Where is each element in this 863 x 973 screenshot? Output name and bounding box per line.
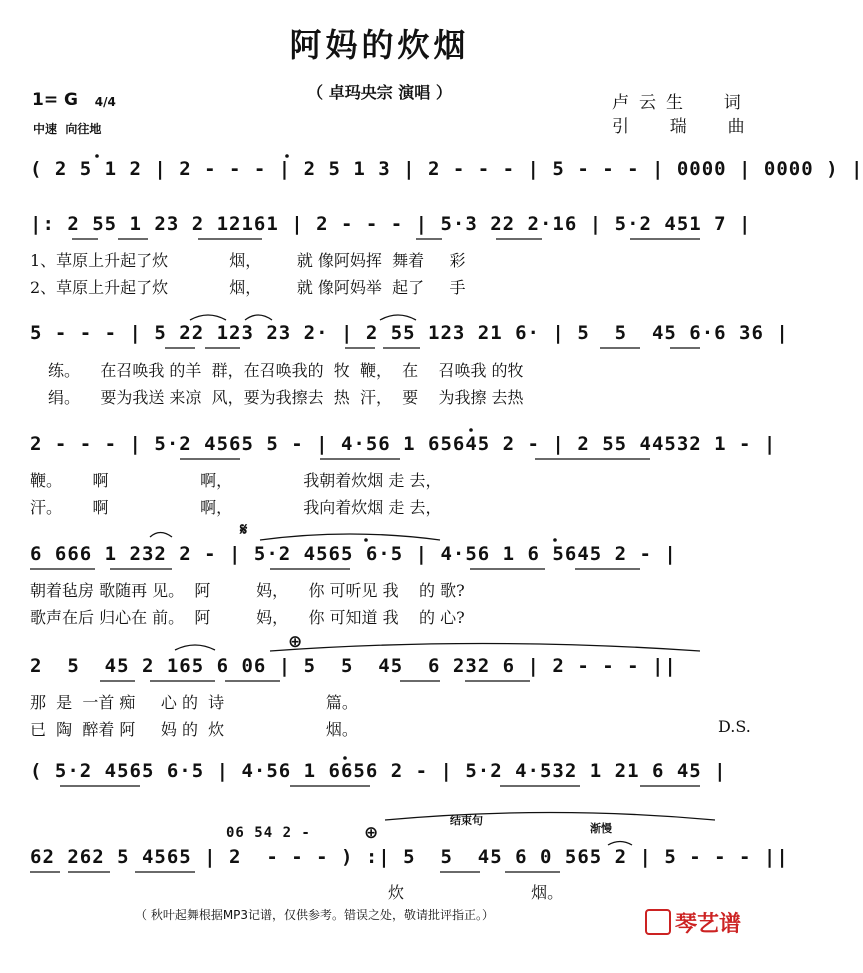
octave-dot (343, 756, 347, 760)
slur-row-3a (190, 315, 226, 320)
lyrics-row-4-verse-2: 汗。 啊 啊， 我向着炊烟 走 去， (30, 498, 442, 517)
fermata-arc (608, 842, 632, 846)
lyrics-row-3-verse-2: 绢。 要为我送 来凉 风，要为我擦去 热 汗， 要 为我擦 去热 (48, 388, 524, 407)
da-segno-marking: D.S. (718, 717, 751, 736)
coda-symbol: ⊕ (288, 632, 303, 652)
slur-row-6 (270, 644, 700, 652)
score-row-8: 62 262 5 4565 | 2 - - - ) :| 5 5 45 6 0 565 2 | 5 - - - || (30, 846, 789, 868)
slur-row-6a (175, 645, 215, 650)
lyrics-row-4-verse-1: 鞭。 啊 啊， 我朝着炊烟 走 去， (30, 471, 442, 490)
tempo-marking: 中速 向往地 (33, 122, 102, 136)
octave-dot (364, 538, 368, 542)
logo-text: 琴艺谱 (674, 912, 741, 937)
slowing-marking: 渐慢 (590, 822, 612, 835)
octave-dot (553, 538, 557, 542)
score-row-3: 5 - - - | 5 22 123 23 2· | 2 55 123 21 6· | 5 5 45 6·6 36 | (30, 322, 789, 344)
score-row-4: 2 - - - | 5·2 4565 5 - | 4·56 1 65645 2 - | 2 55 44532 1 - | (30, 433, 777, 455)
singer-line: （ 卓玛央宗 演唱 ） (307, 83, 452, 102)
score-row-7: ( 5·2 4565 6·5 | 4·56 1 6656 2 - | 5·2 4·532 1 21 6 45 | (30, 760, 727, 782)
key-signature: 1= G (32, 90, 78, 110)
score-row-6: 2 5 45 2 165 6 06 | 5 5 45 6 232 6 | 2 - - - || (30, 655, 677, 677)
score-row-2: |: 2 55 1 23 2 12161 | 2 - - - | 5·3 22 2·16 | 5·2 451 7 | (30, 213, 752, 235)
score-row-1: ( 2 5 1 2 | 2 - - - | 2 5 1 3 | 2 - - - | 5 - - - | 0000 | 0000 ) | (30, 158, 863, 180)
song-title: 阿妈的炊烟 (289, 26, 470, 64)
slur-small-row-5 (150, 533, 172, 538)
footnote: （ 秋叶起舞根据MP3记谱，仅供参考。错误之处，敬请批评指正。） (135, 908, 495, 922)
coda-symbol-ending: ⊕ (364, 823, 379, 843)
slur-row-3c (380, 315, 416, 320)
slur-row-5 (260, 534, 440, 540)
slur-ending (385, 813, 715, 821)
time-signature-text: 4/4 (94, 95, 116, 109)
lyrics-row-8: 炊 烟。 (388, 883, 564, 902)
ending-label: 结束句 (450, 814, 483, 827)
score-row-5: 6 666 1 232 2 - | 5·2 4565 6·5 | 4·56 1 6 5645 2 - | (30, 543, 677, 565)
octave-dot (285, 154, 289, 158)
lyrics-row-5-verse-1: 朝着毡房 歌随再 见。 阿 妈， 你 可听见 我 的 歌? (30, 581, 465, 600)
octave-dot (469, 428, 473, 432)
lyricist-credit: 卢云生 词 (612, 93, 751, 113)
lyrics-row-2-verse-2: 2、草原上升起了炊 烟， 就 像阿妈举 起了 手 (30, 278, 466, 297)
lyrics-row-6-verse-2: 已 陶 醉着 阿 妈 的 炊 烟。 (30, 720, 358, 739)
lyrics-row-2-verse-1: 1、草原上升起了炊 烟， 就 像阿妈挥 舞着 彩 (30, 251, 466, 270)
segno-symbol: 𝄋 (240, 520, 248, 540)
lyrics-row-5-verse-2: 歌声在后 归心在 前。 阿 妈， 你 可知道 我 的 心? (30, 608, 465, 627)
lyrics-row-3-verse-1: 练。 在召唤我 的羊 群，在召唤我的 牧 鞭， 在 召唤我 的牧 (48, 361, 524, 380)
composer-credit: 引 瑞 曲 (612, 117, 755, 137)
octave-dot (95, 154, 99, 158)
slur-row-3b (245, 315, 272, 320)
score-row-8-upper: 06 54 2 - (226, 825, 311, 841)
lyrics-row-6-verse-1: 那 是 一首 痴 心 的 诗 篇。 (30, 693, 358, 712)
